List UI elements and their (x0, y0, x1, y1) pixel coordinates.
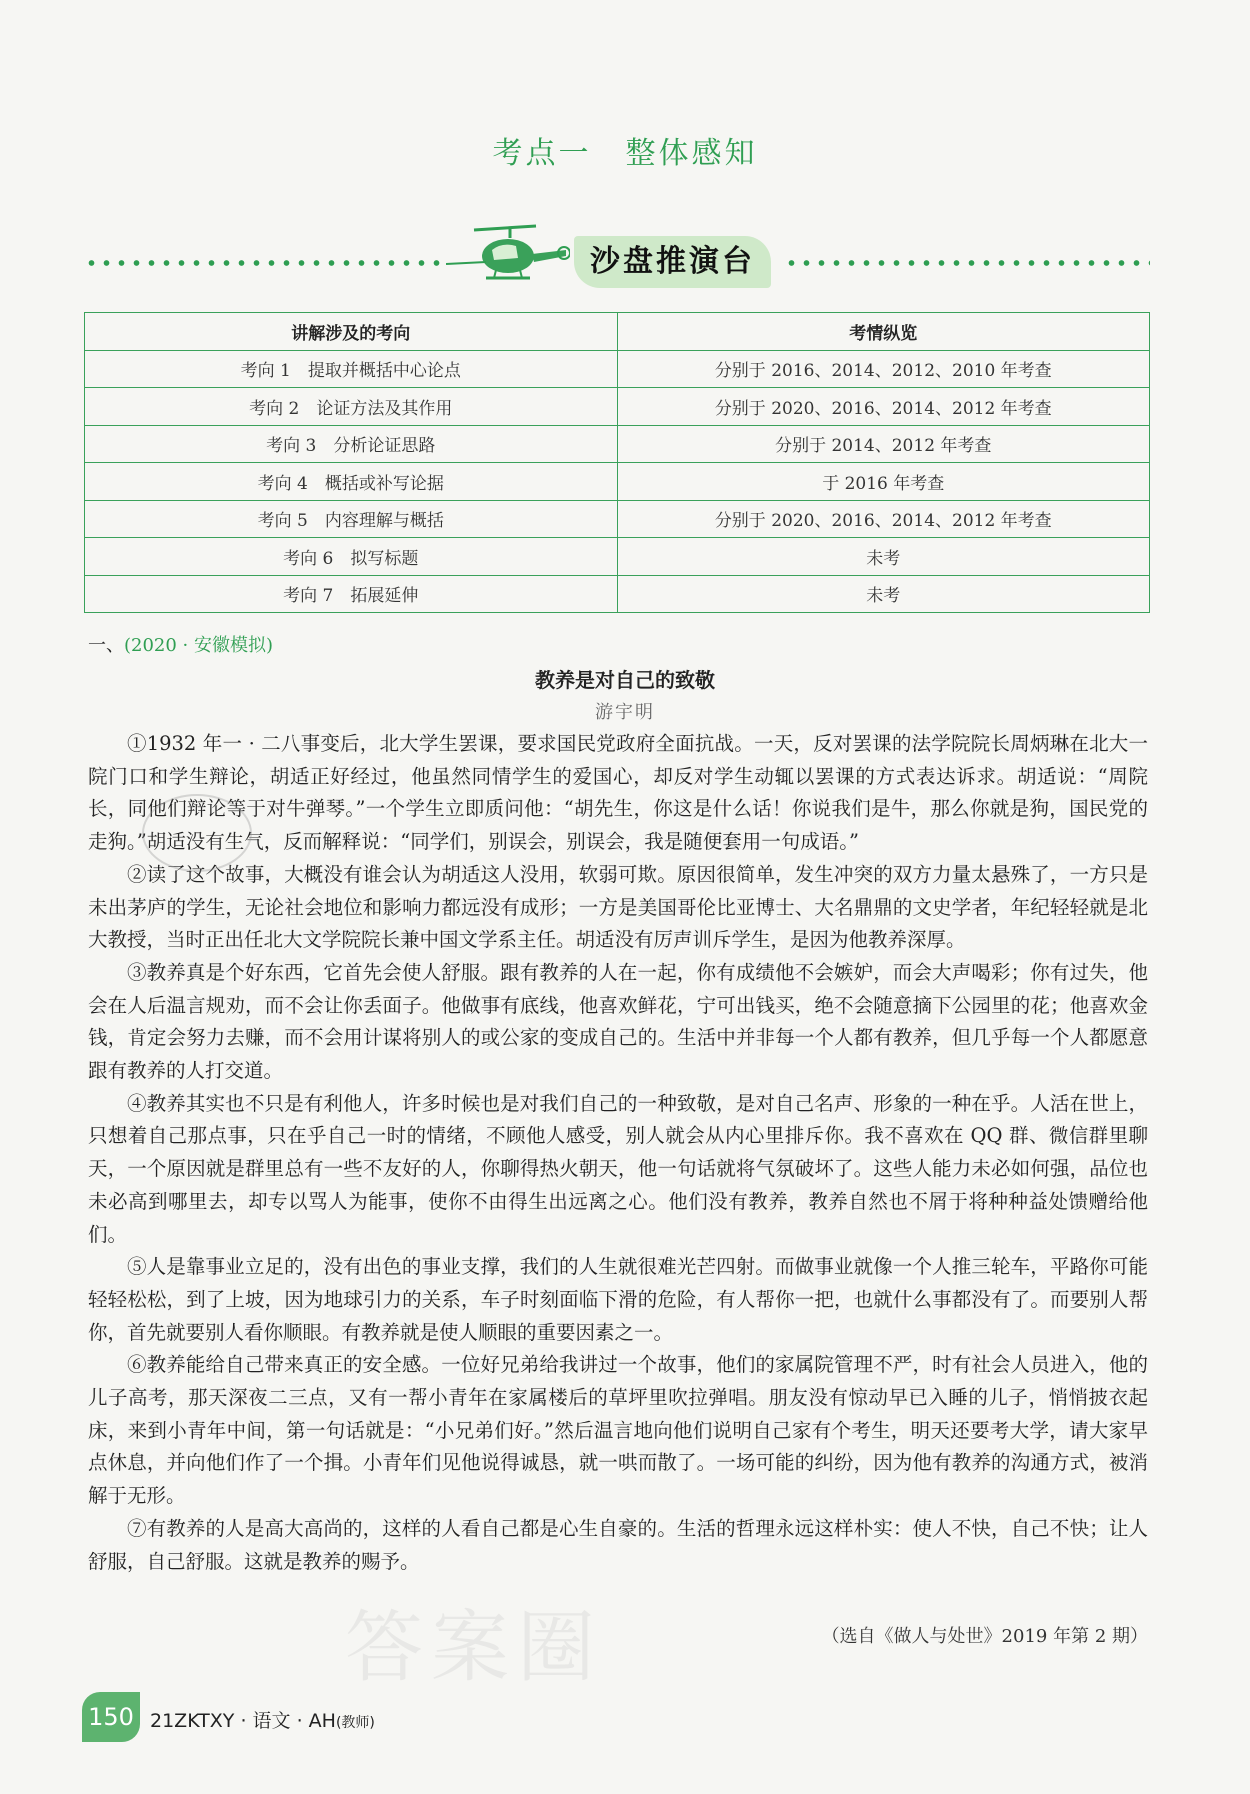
paragraph: ⑤人是靠事业立足的，没有出色的事业支撑，我们的人生就很难光芒四射。而做事业就像一个人推三轮车，平路你可能轻轻松松，到了上坡，因为地球引力的关系，车子时刻面临下滑的危险，有人帮你一把，也就什么事都没有了。而要别人帮你，首先就要别人看你顺眼。有教养就是使人顺眼的重要因素之一。 (88, 1255, 1148, 1344)
paragraph: ③教养真是个好东西，它首先会使人舒服。跟有教养的人在一起，你有成绩他不会嫉妒，而会大声喝彩；你有过失，他会在人后温言规劝，而不会让你丢面子。他做事有底线，他喜欢鲜花，宁可出钱买，绝不会随意摘下公园里的花；他喜欢金钱，肯定会努力去赚，而不会用计谋将别人的或公家的变成自己的。生活中并非每一个人都有教养，但几乎每一个人都愿意跟有教养的人打交道。 (88, 960, 1148, 1083)
helicopter-icon (446, 220, 570, 290)
title-left: 考点一 (492, 136, 592, 171)
table-row (85, 500, 1150, 538)
article-source: （选自《做人与处世》2019 年第 2 期） (821, 1626, 1148, 1647)
banner-label: 沙盘推演台 (574, 236, 771, 288)
table-cell: 考向 5 内容理解与概括 (85, 500, 618, 538)
paragraph: ②读了这个故事，大概没有谁会认为胡适这人没用，软弱可欺。原因很简单，发生冲突的双方力量太悬殊了，一方只是未出茅庐的学生，无论社会地位和影响力都远没有成形；一方是美国哥伦比亚博士、大名鼎鼎的文史学者，年纪轻轻就是北大教授，当时正出任北大文学院院长兼中国文学系主任。胡适没有厉声训斥学生，是因为他教养深厚。 (88, 862, 1148, 952)
dotted-line-left (84, 260, 444, 266)
table-row (85, 388, 1150, 426)
page-number: 150 (82, 1692, 140, 1742)
paragraph: ④教养其实也不只是有利他人，许多时候也是对我们自己的一种致敬，是对自己名声、形象的一种在乎。人活在世上，只想着自己那点事，只在乎自己一时的情绪，不顾他人感受，别人就会从内心里排斥你。我不喜欢在 QQ 群、微信群里聊天，一个原因就是群里总有一些不友好的人，你聊得热火朝天，他一句话就将气氛破坏了。这些人能力未必如何强，品位也未必高到哪里去，却专以骂人为能事，使你不由得生出远离之心。他们没有教养，教养自然也不屑于将种种益处馈赠给他们。 (88, 1091, 1148, 1246)
table-header-cell: 讲解涉及的考向 (85, 313, 618, 351)
table-row (85, 575, 1150, 613)
table-cell: 于 2016 年考查 (617, 463, 1150, 501)
paragraph: ⑦有教养的人是高大高尚的，这样的人看自己都是心生自豪的。生活的哲理永远这样朴实：使人不快，自己不快；让人舒服，自己舒服。这就是教养的赐予。 (88, 1516, 1148, 1573)
title-right: 整体感知 (625, 136, 758, 171)
faint-stamp (142, 794, 252, 872)
edition-label: (教师) (335, 1715, 375, 1731)
table-cell: 未考 (617, 538, 1150, 576)
table-row (85, 425, 1150, 463)
table-row (85, 463, 1150, 501)
table-row (85, 350, 1150, 388)
article-author: 游宇明 (595, 702, 655, 723)
table-cell: 考向 7 拓展延伸 (85, 575, 618, 613)
table-cell: 考向 4 概括或补写论据 (85, 463, 618, 501)
table-row (85, 538, 1150, 576)
book-code (150, 1706, 375, 1733)
table-header-cell: 考情纵览 (617, 313, 1150, 351)
section-banner (84, 214, 1150, 310)
table-cell: 未考 (617, 575, 1150, 613)
page-title (0, 128, 1250, 172)
paragraph: ⑥教养能给自己带来真正的安全感。一位好兄弟给我讲过一个故事，他们的家属院管理不严，时有社会人员进入，他的儿子高考，那天深夜二三点，又有一帮小青年在家属楼后的草坪里吹拉弹唱。朋友没有惊动早已入睡的儿子，悄悄披衣起床，来到小青年中间，第一句话就是：“小兄弟们好。”然后温言地向他们说明自己家有个考生，明天还要考大学，请大家早点休息，并向他们作了一个揖。小青年们见他说得诚恳，就一哄而散了。一场可能的纠纷，因为他有教养的沟通方式，被消解于无形。 (88, 1353, 1148, 1508)
table-header-row (85, 313, 1150, 351)
question-number: 一、 (88, 635, 124, 656)
question-label (88, 631, 273, 657)
table-cell: 分别于 2020、2016、2014、2012 年考查 (617, 388, 1150, 426)
table-cell: 考向 3 分析论证思路 (85, 425, 618, 463)
article-body (88, 728, 1148, 1578)
article-title: 教养是对自己的致敬 (535, 668, 715, 692)
dotted-line-right (784, 260, 1150, 266)
table-cell: 分别于 2016、2014、2012、2010 年考查 (617, 350, 1150, 388)
table-cell: 考向 1 提取并概括中心论点 (85, 350, 618, 388)
paragraph: ①1932 年一 · 二八事变后，北大学生罢课，要求国民党政府全面抗战。一天，反对罢课的法学院院长周炳琳在北大一院门口和学生辩论，胡适正好经过，他虽然同情学生的爱国心，却反对学生动辄以罢课的方式表达诉求。胡适说：“周院长，同他们辩论等于对牛弹琴。”一个学生立即质问他：“胡先生，你这是什么话！你说我们是牛，那么你就是狗，国民党的走狗。”胡适没有生气，反而解释说：“同学们，别误会，别误会，我是随便套用一句成语。” (88, 732, 1148, 854)
book-code-text: 21ZKTXY · 语文 · AH (150, 1710, 336, 1732)
watermark: 答案圈 (345, 1603, 604, 1693)
table-cell: 考向 6 拟写标题 (85, 538, 618, 576)
exam-trend-table (84, 312, 1150, 613)
table-cell: 考向 2 论证方法及其作用 (85, 388, 618, 426)
table-cell: 分别于 2020、2016、2014、2012 年考查 (617, 500, 1150, 538)
question-source: (2020 · 安徽模拟) (124, 635, 274, 656)
table-cell: 分别于 2014、2012 年考查 (617, 425, 1150, 463)
